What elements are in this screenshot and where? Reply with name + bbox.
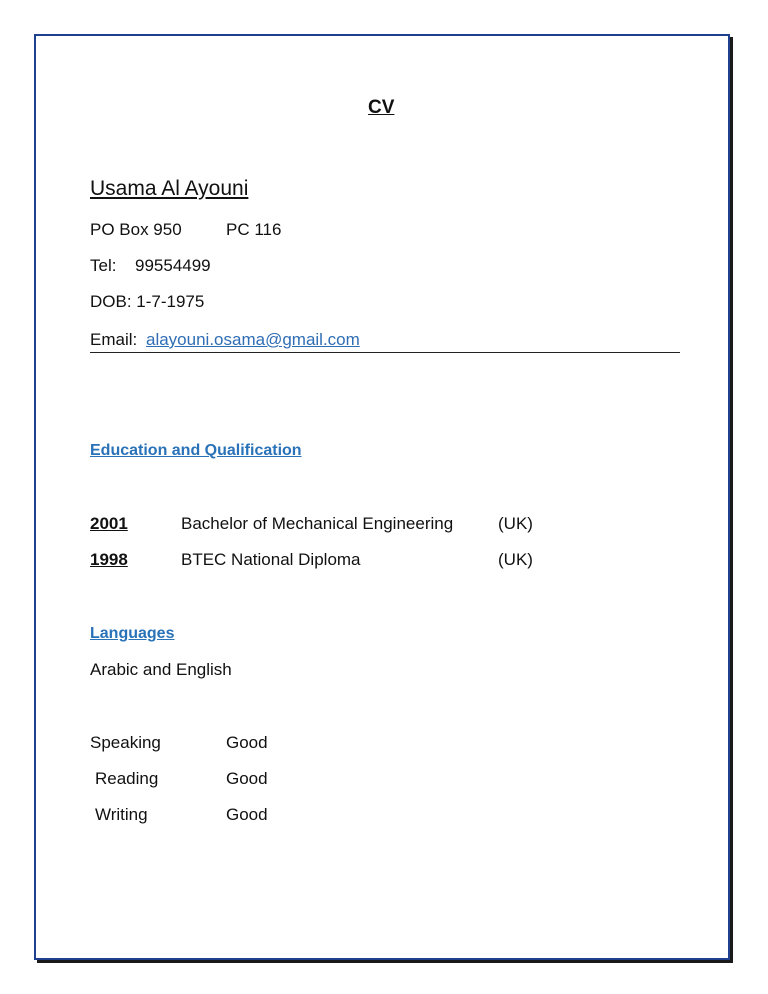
- languages-heading: Languages: [90, 625, 175, 642]
- education-qualification: Bachelor of Mechanical Engineering: [181, 514, 454, 533]
- email-label: Email:: [90, 330, 138, 349]
- document-title: CV: [368, 97, 395, 118]
- education-country: (UK): [498, 550, 533, 569]
- language-level: Good: [226, 805, 268, 824]
- language-skill: Reading: [95, 769, 159, 788]
- language-skill: Writing: [95, 805, 148, 824]
- email-link[interactable]: alayouni.osama@gmail.com: [146, 330, 360, 349]
- language-level: Good: [226, 733, 268, 752]
- po-box: PO Box 950: [90, 220, 182, 239]
- education-year: 1998: [90, 550, 128, 569]
- education-qualification: BTEC National Diploma: [181, 550, 361, 569]
- languages-list: Arabic and English: [90, 660, 232, 679]
- postal-code: PC 116: [226, 220, 282, 239]
- tel-label: Tel:: [90, 256, 117, 275]
- education-heading: Education and Qualification: [90, 442, 302, 459]
- education-country: (UK): [498, 514, 533, 533]
- tel-value: 99554499: [135, 256, 211, 275]
- candidate-name: Usama Al Ayouni: [90, 177, 249, 200]
- education-year: 2001: [90, 514, 128, 533]
- language-level: Good: [226, 769, 268, 788]
- language-skill: Speaking: [90, 733, 161, 752]
- date-of-birth: DOB: 1-7-1975: [90, 292, 205, 311]
- contact-divider: [90, 352, 680, 353]
